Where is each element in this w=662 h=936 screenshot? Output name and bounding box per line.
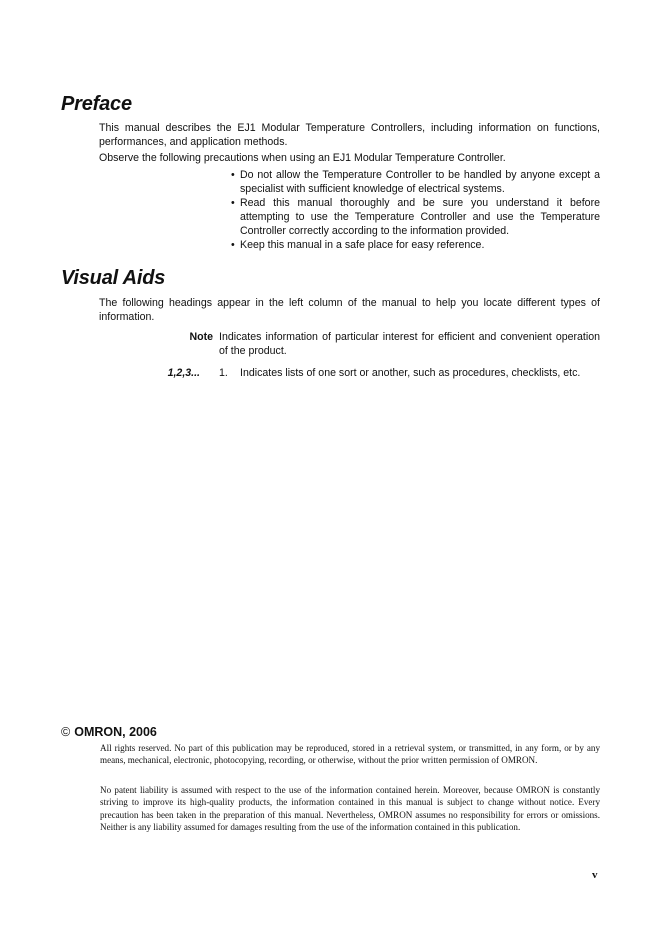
rights-paragraph: All rights reserved. No part of this publication may be reproduced, stored in a retrieval system, or transmitted, in any form, or by any means, mechanical, electronic, photocopying, recording, or otherwise, without the prior written permission of OMRON. <box>100 743 600 766</box>
note-label: Note <box>189 331 213 343</box>
preface-heading: Preface <box>61 93 132 115</box>
steps-number: 1. <box>219 367 228 379</box>
bullet-icon: • <box>231 239 235 251</box>
liability-paragraph: No patent liability is assumed with respect to the use of the information contained herein. Moreover, because OMRON is constantly striving to improve its high-quality products, the information contained in this manual is subject to change without notice. Every precaution has been taken in the preparation of this manual. Nevertheless, OMRON assumes no responsibility for errors or omissions. Neither is any liability assumed for damages resulting from the use of the information contained in this publication. <box>100 785 600 833</box>
visual-aids-heading: Visual Aids <box>61 267 166 289</box>
visual-aids-intro: The following headings appear in the left column of the manual to help you locate different types of information. <box>99 297 600 323</box>
precaution-text: Keep this manual in a safe place for easy reference. <box>240 239 485 251</box>
precaution-text: Read this manual thoroughly and be sure you understand it before attempting to use the Temperature Controller and use the Temperature Controller correctly according to the information provided. <box>240 197 600 237</box>
bullet-icon: • <box>231 169 235 181</box>
precautions-list <box>231 168 600 252</box>
copyright-icon: © <box>61 725 71 739</box>
precaution-item <box>231 238 600 252</box>
steps-text: Indicates lists of one sort or another, such as procedures, checklists, etc. <box>240 367 581 379</box>
preface-observe: Observe the following precautions when using an EJ1 Modular Temperature Controller. <box>99 152 506 164</box>
steps-label: 1,2,3... <box>167 367 200 379</box>
precaution-text: Do not allow the Temperature Controller to be handled by anyone except a specialist with sufficient knowledge of electrical systems. <box>240 169 600 195</box>
copyright-text: OMRON, 2006 <box>74 725 157 739</box>
page-number: v <box>592 869 598 881</box>
note-text: Indicates information of particular interest for efficient and convenient operation of the product. <box>219 331 600 357</box>
preface-intro: This manual describes the EJ1 Modular Temperature Controllers, including information on functions, performances, and application methods. <box>99 122 600 148</box>
precaution-item <box>231 196 600 238</box>
copyright-heading <box>61 724 157 740</box>
bullet-icon: • <box>231 197 235 209</box>
precaution-item <box>231 168 600 196</box>
